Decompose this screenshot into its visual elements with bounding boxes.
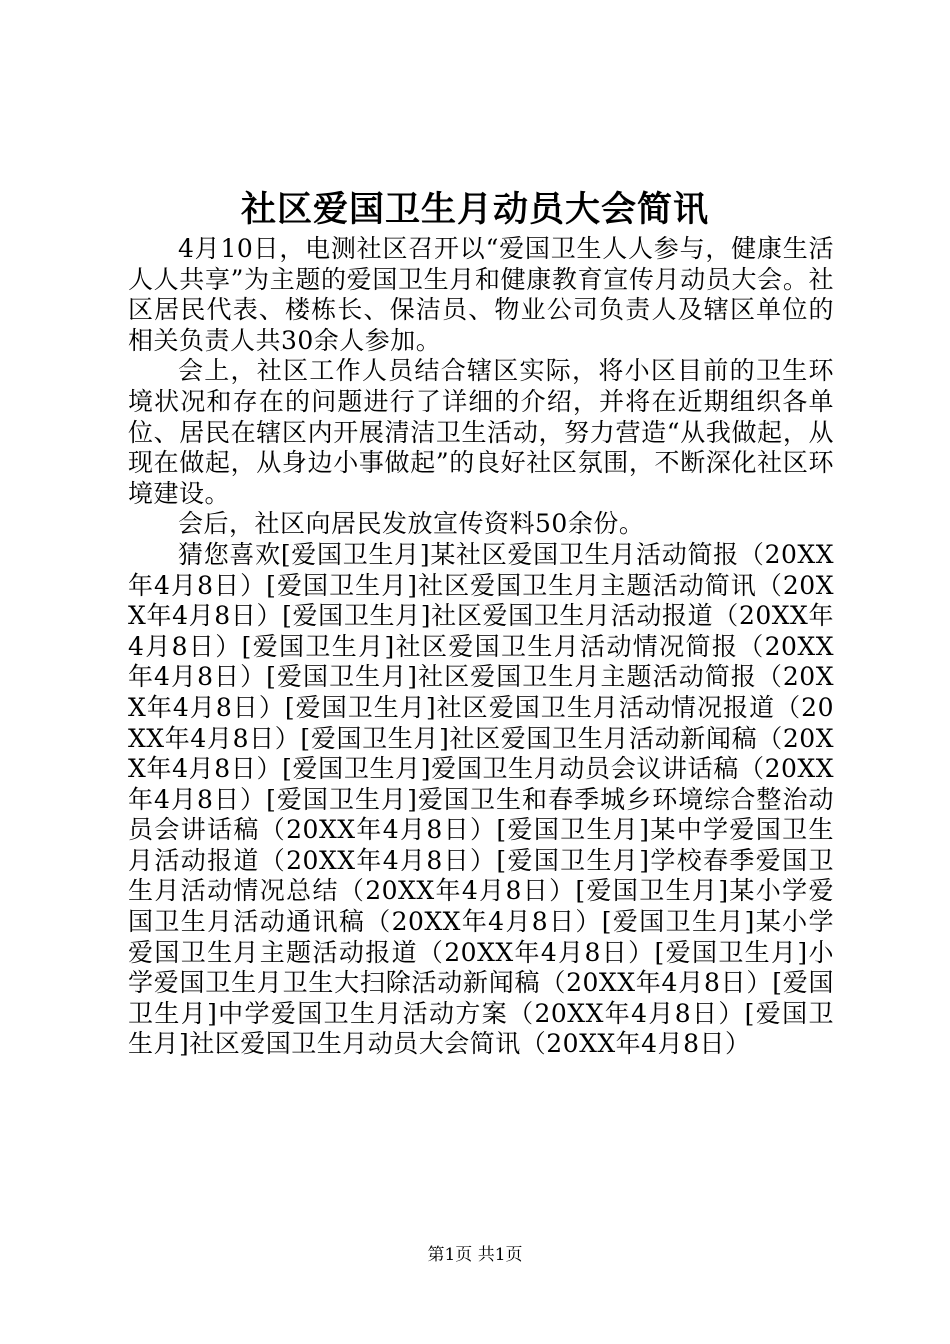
- document-title: 社区爱国卫生月动员大会简讯: [240, 189, 709, 230]
- document-body: [128, 234, 834, 1060]
- paragraph-intro: 4月10日，电测社区召开以“爱国卫生人人参与，健康生活人人共享”为主题的爱国卫生月和健康教育宣传月动员大会。社区居民代表、楼栋长、保洁员、物业公司负责人及辖区单位的相关负责人共30余人参加。: [128, 234, 834, 355]
- paragraph-meeting: 会上，社区工作人员结合辖区实际，将小区目前的卫生环境状况和存在的问题进行了详细的介绍，并将在近期组织各单位、居民在辖区内开展清洁卫生活动，努力营造“从我做起，从现在做起，从身边小事做起”的良好社区氛围，不断深化社区环境建设。: [128, 356, 834, 508]
- paragraph-related: 猜您喜欢[爱国卫生月]某社区爱国卫生月活动简报（20XX年4月8日）[爱国卫生月]社区爱国卫生月主题活动简讯（20XX年4月8日）[爱国卫生月]社区爱国卫生月活动报道（20XX年4月8日）[爱国卫生月]社区爱国卫生月活动情况简报（20XX年4月8日）[爱国卫生月]社区爱国卫生月主题活动简报（20XX年4月8日）[爱国卫生月]社区爱国卫生月活动情况报道（20XX年4月8日）[爱国卫生月]社区爱国卫生月活动新闻稿（20XX年4月8日）[爱国卫生月]爱国卫生月动员会议讲话稿（20XX年4月8日）[爱国卫生月]爱国卫生和春季城乡环境综合整治动员会讲话稿（20XX年4月8日）[爱国卫生月]某中学爱国卫生月活动报道（20XX年4月8日）[爱国卫生月]学校春季爱国卫生月活动情况总结（20XX年4月8日）[爱国卫生月]某小学爱国卫生月活动通讯稿（20XX年4月8日）[爱国卫生月]某小学爱国卫生月主题活动报道（20XX年4月8日）[爱国卫生月]小学爱国卫生月卫生大扫除活动新闻稿（20XX年4月8日）[爱国卫生月]中学爱国卫生月活动方案（20XX年4月8日）[爱国卫生月]社区爱国卫生月动员大会简讯（20XX年4月8日）: [128, 539, 834, 1059]
- paragraph-after: 会后，社区向居民发放宣传资料50余份。: [178, 509, 645, 539]
- page-footer: 第1页 共1页: [427, 1245, 523, 1265]
